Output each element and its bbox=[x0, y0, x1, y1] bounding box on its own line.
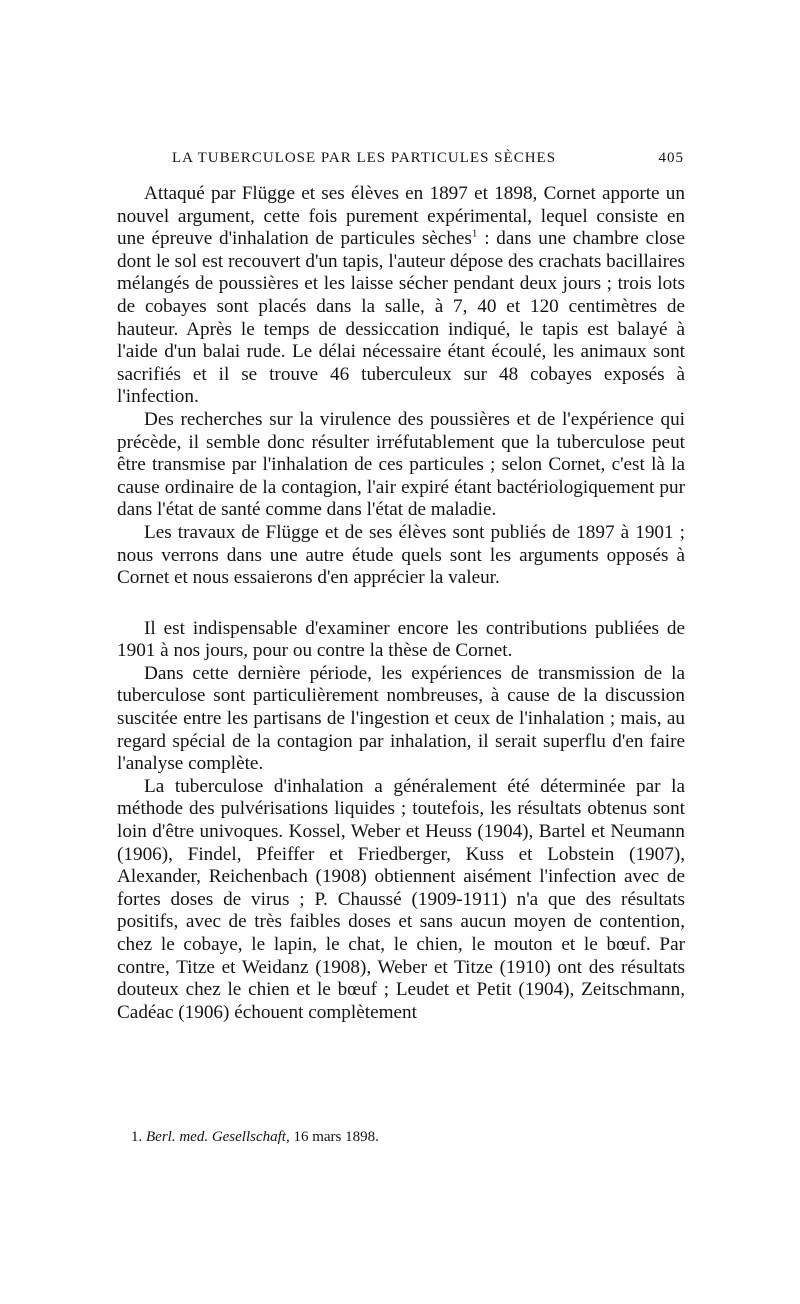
paragraph-contributions: Il est indispensable d'examiner encore les contributions publiées de 1901 à nos jours, pour ou contre la thèse de Cornet. bbox=[117, 617, 685, 662]
footnote-date: 16 mars 1898. bbox=[293, 1129, 379, 1145]
page-number: 405 bbox=[658, 150, 684, 166]
paragraph-inhalation-results: La tuberculose d'inhalation a généralement été déterminée par la méthode des pulvérisations liquides ; toutefois, les résultats obtenus sont loin d'être univoques. Kossel, Weber et Heuss (1904), Bartel et Neumann (1906), Findel, Pfeiffer et Friedberger, Kuss et Lobstein (1907), Alexander, Reichenbach (1908) obtiennent aisément l'infection avec de fortes doses de virus ; P. Chaussé (1909-1911) n'a que des résultats positifs, avec de très faibles doses et sans aucun moyen de contention, chez le cobaye, le lapin, le chat, le chien, le mouton et le bœuf. Par contre, Titze et Weidanz (1908), Weber et Titze (1910) ont des résultats douteux chez le chien et le bœuf ; Leudet et Petit (1904), Zeitschmann, Cadéac (1906) échouent complètement bbox=[117, 775, 685, 1023]
paragraph-last-period: Dans cette dernière période, les expériences de transmission de la tuberculose sont particulièrement nombreuses, à cause de la discussion suscitée entre les partisans de l'ingestion et ceux de l'inhalation ; mais, au regard spécial de la contagion par inhalation, il serait superflu d'en faire l'analyse complète. bbox=[117, 662, 685, 775]
footnote-number: 1. bbox=[131, 1129, 143, 1145]
paragraph-text: Attaqué par Flügge et ses élèves en 1897 et 1898, Cornet apporte un nouvel argument, cette fois purement expérimental, lequel consiste en une épreuve d'inhalation de particules sèches bbox=[117, 183, 685, 250]
paragraph-flugge-works: Les travaux de Flügge et de ses élèves sont publiés de 1897 à 1901 ; nous verrons dans une autre étude quels sont les arguments opposés à Cornet et nous essaierons d'en apprécier la valeur. bbox=[117, 521, 685, 589]
body-text bbox=[117, 183, 685, 1024]
footnote-source: Berl. med. Gesellschaft, bbox=[146, 1129, 290, 1145]
paragraph-text: : dans une chambre close dont le sol est recouvert d'un tapis, l'auteur dépose des crachats bacillaires mélangés de poussières et les laisse sécher pendant deux jours ; trois lots de cobayes sont placés dans la salle, à 7, 40 et 120 centimètres de hauteur. Après le temps de dessiccation indiqué, le tapis est balayé à l'aide d'un balai rude. Le délai nécessaire étant écoulé, les animaux sont sacrifiés et il se trouve 46 tuberculeux sur 48 cobayes exposés à l'infection. bbox=[117, 228, 686, 408]
running-title: LA TUBERCULOSE PAR LES PARTICULES SÈCHES bbox=[172, 150, 557, 166]
paragraph-cornet-experiment bbox=[117, 183, 685, 409]
footnote bbox=[131, 1128, 651, 1146]
paragraph-virulence: Des recherches sur la virulence des poussières et de l'expérience qui précède, il semble donc résulter irréfutablement que la tuberculose peut être transmise par l'inhalation de ces particules ; selon Cornet, c'est là la cause ordinaire de la contagion, l'air expiré étant bactériologiquement pur dans l'état de santé comme dans l'état de maladie. bbox=[117, 408, 685, 521]
footnote-reference: 1 bbox=[471, 227, 478, 240]
running-head bbox=[172, 150, 684, 170]
